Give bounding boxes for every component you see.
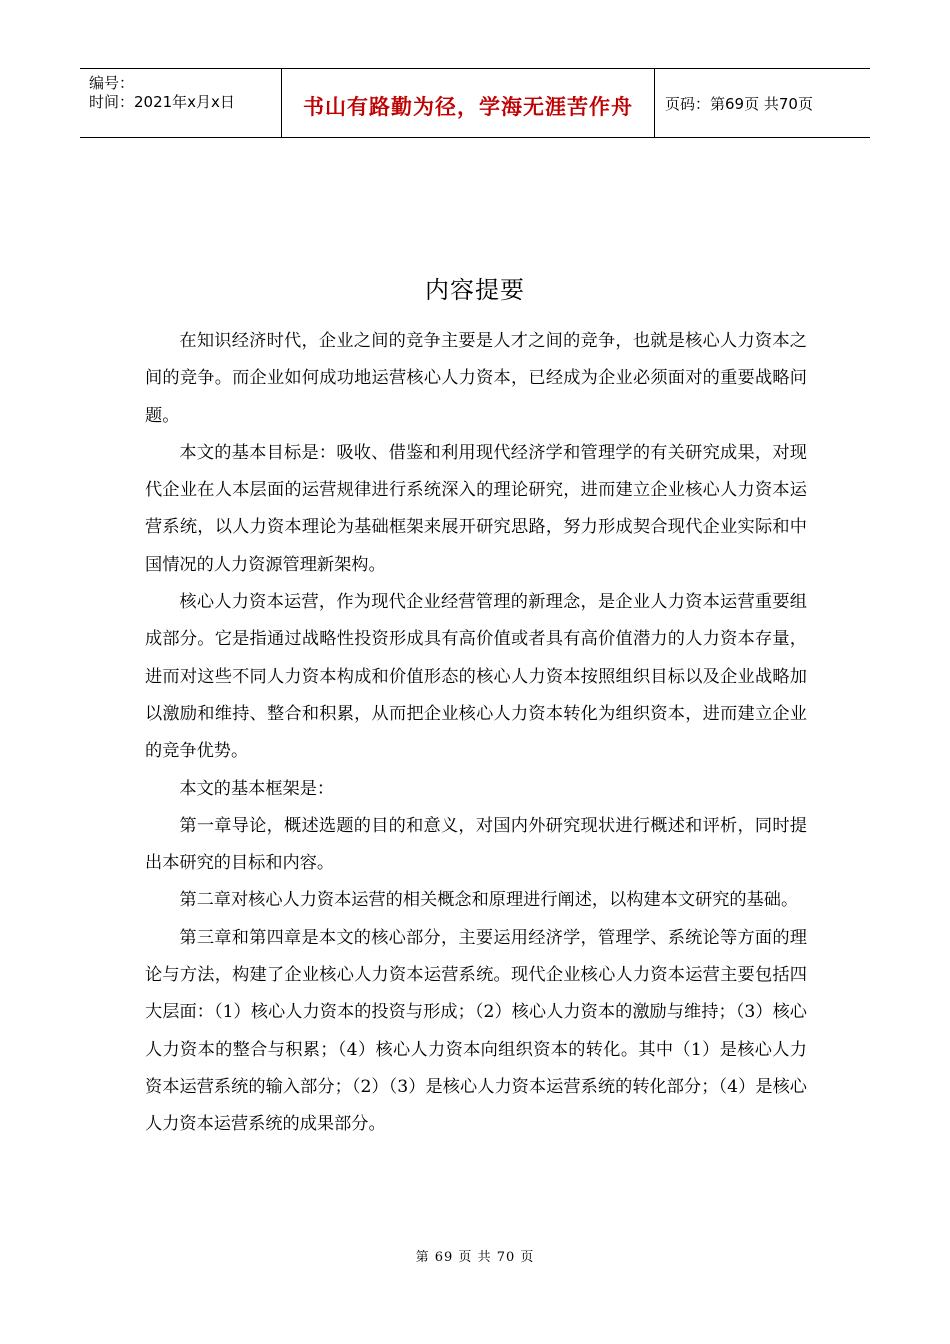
document-header [80,68,870,138]
header-page-cell [655,69,870,137]
header-motto: 书山有路勤为径，学海无涯苦作舟 [303,95,633,119]
page-title: 内容提要 [425,276,525,304]
header-motto-cell [282,69,655,137]
document-body [145,323,807,1144]
paragraph: 本文的基本目标是：吸收、借鉴和利用现代经济学和管理学的有关研究成果，对现代企业在人本层面的运营规律进行系统深入的理论研究，进而建立企业核心人力资本运营系统，以人力资本理论为基础框架来展开研究思路，努力形成契合现代企业实际和中国情况的人力资源管理新架构。 [145,442,807,575]
paragraph: 在知识经济时代，企业之间的竞争主要是人才之间的竞争，也就是核心人力资本之间的竞争。而企业如何成功地运营核心人力资本，已经成为企业必须面对的重要战略问题。 [145,331,807,426]
paragraph: 第一章导论，概述选题的目的和意义，对国内外研究现状进行概述和评析，同时提出本研究的目标和内容。 [145,815,807,874]
paragraph: 核心人力资本运营，作为现代企业经营管理的新理念，是企业人力资本运营重要组成部分。它是指通过战略性投资形成具有高价值或者具有高价值潜力的人力资本存量，进而对这些不同人力资本构成和价值形态的核心人力资本按照组织目标以及企业战略加以激励和维持、整合和积累，从而把企业核心人力资本转化为组织资本，进而建立企业的竞争优势。 [145,592,807,762]
header-page-info: 页码：第69页 共70页 [665,95,813,113]
paragraph: 本文的基本框架是： [179,778,335,799]
header-meta-cell [80,69,282,137]
document-date: 时间：2021年x月x日 [89,93,235,111]
document-number-label: 编号： [89,74,135,92]
paragraph: 第二章对核心人力资本运营的相关概念和原理进行阐述，以构建本文研究的基础。 [179,890,799,911]
page-footer: 第 69 页 共 70 页 [415,1250,535,1265]
paragraph: 第三章和第四章是本文的核心部分，主要运用经济学，管理学、系统论等方面的理论与方法，构建了企业核心人力资本运营系统。现代企业核心人力资本运营主要包括四大层面：（1）核心人力资本的投资与形成；（2）核心人力资本的激励与维持；（3）核心人力资本的整合与积累；（4）核心人力资本向组织资本的转化。其中（1）是核心人力资本运营系统的输入部分；（2）（3）是核心人力资本运营系统的转化部分；（4）是核心人力资本运营系统的成果部分。 [145,927,807,1135]
